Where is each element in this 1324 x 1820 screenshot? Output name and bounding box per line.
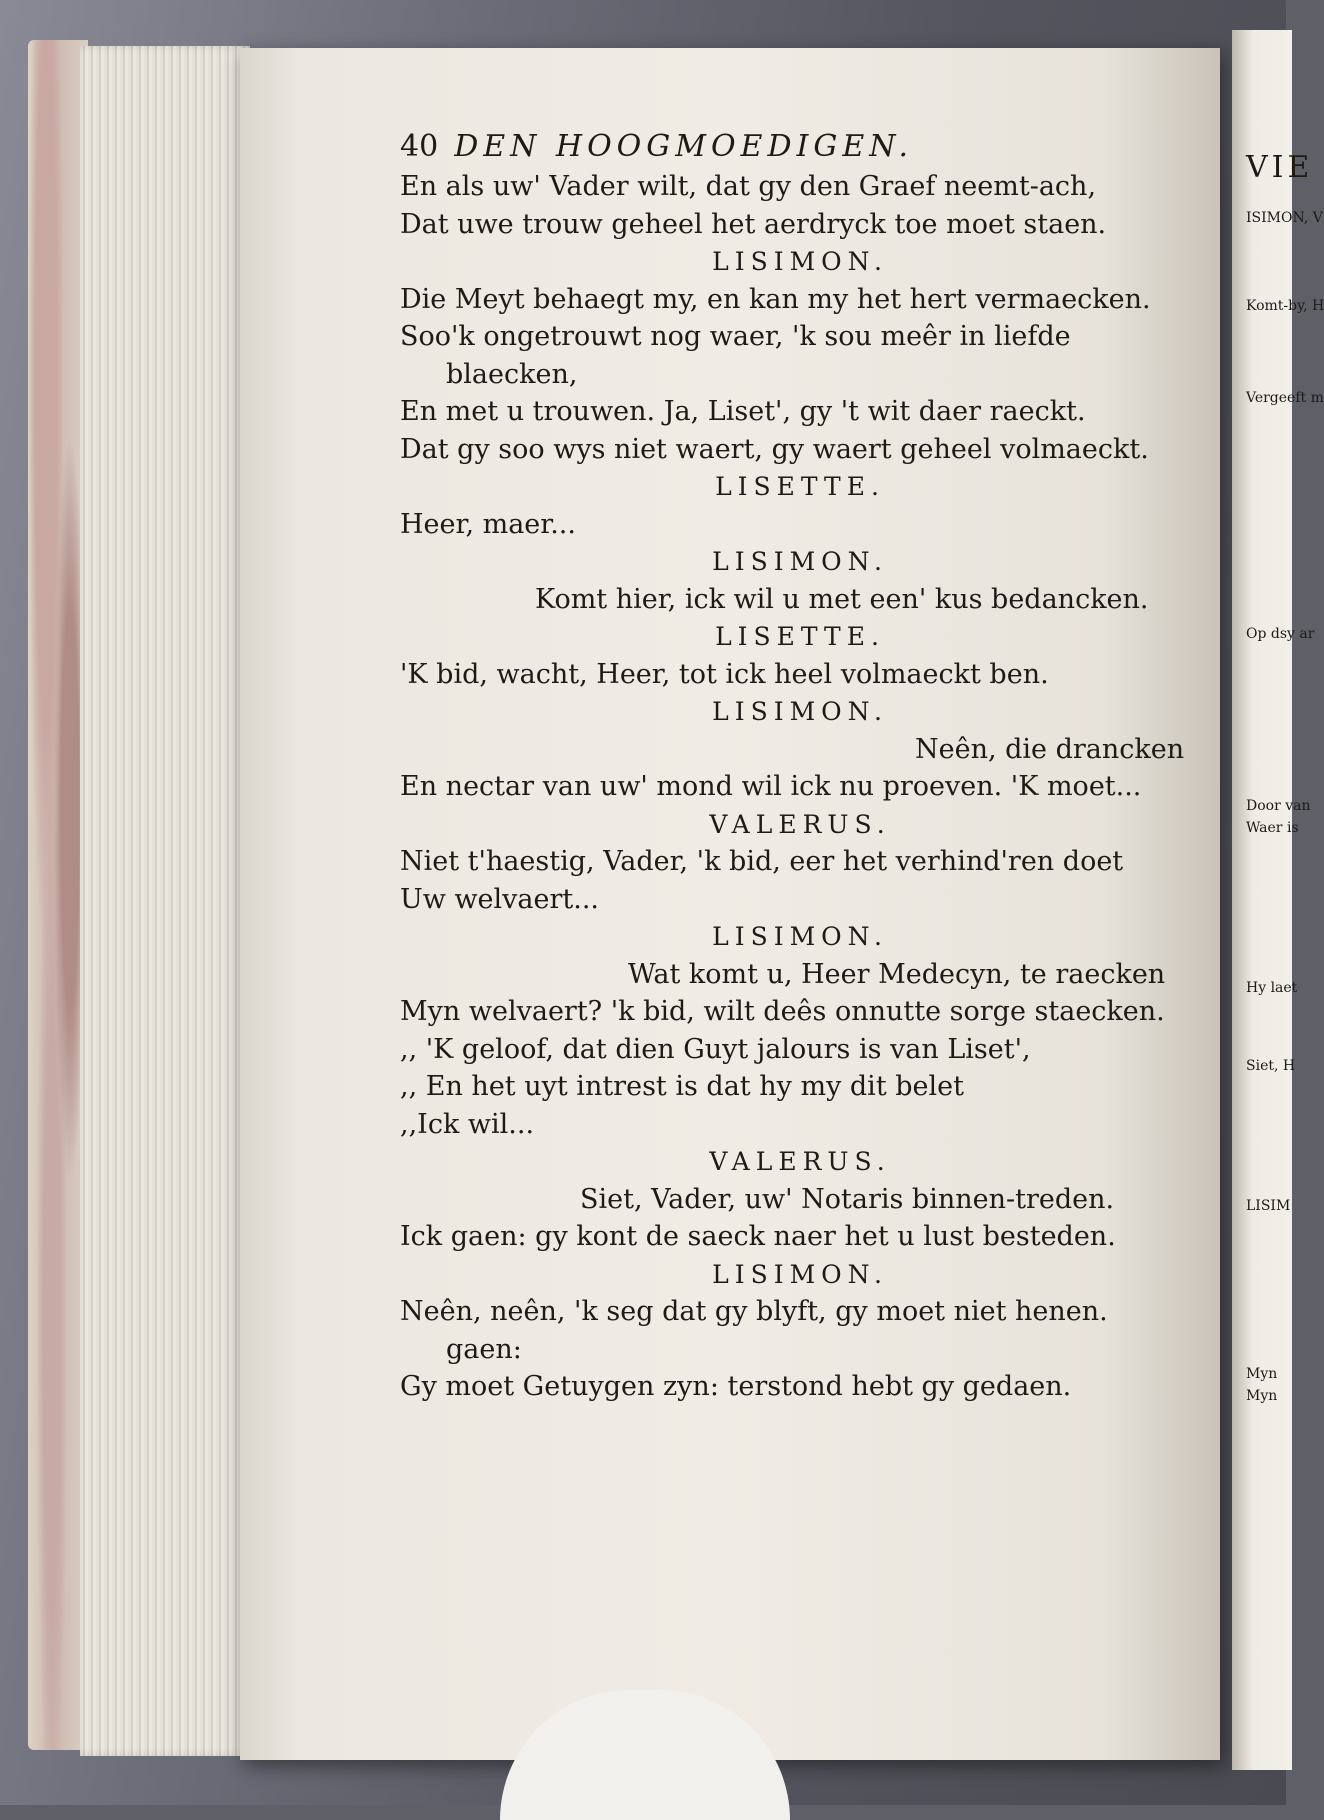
facing-fragment: Myn bbox=[1246, 1366, 1278, 1382]
verse-line: blaecken, bbox=[446, 358, 578, 390]
verse-line: Niet t'haestig, Vader, 'k bid, eer het verhind'ren doet bbox=[400, 846, 1124, 877]
aside-line: ,, 'K geloof, dat dien Guyt jalours is van Liset', bbox=[400, 1033, 1031, 1065]
facing-fragment: LISIM bbox=[1246, 1198, 1291, 1214]
verse-line: En als uw' Vader wilt, dat gy den Graef neemt-ach, bbox=[400, 171, 1097, 202]
verse-line: Uw welvaert... bbox=[400, 883, 600, 915]
verse-line: Neên, die drancken bbox=[915, 733, 1185, 765]
verse-line: Dat uwe trouw geheel het aerdryck toe moet staen. bbox=[400, 208, 1107, 240]
verse-line: Komt hier, ick wil u met een' kus bedancken. bbox=[535, 583, 1149, 615]
running-header bbox=[400, 128, 1200, 168]
facing-fragment: VIE bbox=[1246, 150, 1314, 185]
verse-line: Die Meyt behaegt my, en kan my het hert vermaecken. bbox=[400, 283, 1151, 315]
verse-line: Myn welvaert? 'k bid, wilt deês onnutte sorge staecken. bbox=[400, 996, 1165, 1027]
verse-line: Siet, Vader, uw' Notaris binnen-treden. bbox=[580, 1183, 1115, 1215]
aside-line: ,, En het uyt intrest is dat hy my dit belet bbox=[400, 1071, 964, 1102]
speaker-name: VALERUS. bbox=[709, 1147, 891, 1176]
running-title: DEN HOOGMOEDIGEN. bbox=[454, 129, 914, 164]
speaker-name: LISETTE. bbox=[715, 472, 885, 501]
aside-line: ,,Ick wil... bbox=[400, 1108, 535, 1140]
verse-line: Neên, neên, 'k seg dat gy blyft, gy moet niet henen. bbox=[400, 1296, 1108, 1327]
verse-line: Dat gy soo wys niet waert, gy waert geheel volmaeckt. bbox=[400, 433, 1149, 465]
facing-fragment: Door van bbox=[1246, 798, 1311, 814]
verse-line: Heer, maer... bbox=[400, 508, 576, 540]
speaker-name: VALERUS. bbox=[709, 809, 891, 839]
page-edges bbox=[80, 46, 250, 1756]
verse-line: 'K bid, wacht, Heer, tot ick heel volmaeckt ben. bbox=[400, 658, 1049, 690]
verse-line: Gy moet Getuygen zyn: terstond hebt gy gedaen. bbox=[400, 1371, 1072, 1402]
facing-fragment: Waer is bbox=[1246, 820, 1299, 836]
verse-line: Ick gaen: gy kont de saeck naer het u lust besteden. bbox=[400, 1221, 1116, 1252]
facing-fragment: Myn bbox=[1246, 1388, 1278, 1404]
verse-line: Soo'k ongetrouwt nog waer, 'k sou meêr in liefde bbox=[400, 321, 1071, 352]
facing-fragment: Hy laet bbox=[1246, 980, 1298, 996]
speaker-name: LISIMON. bbox=[712, 697, 888, 726]
verse-line: En nectar van uw' mond wil ick nu proeven. 'K moet... bbox=[400, 771, 1142, 802]
speaker-name: LISIMON. bbox=[712, 922, 888, 951]
speaker-name: LISETTE. bbox=[715, 622, 885, 651]
verse-line: En met u trouwen. Ja, Liset', gy 't wit daer raeckt. bbox=[400, 396, 1086, 427]
facing-page bbox=[1232, 30, 1324, 1770]
page-text bbox=[400, 128, 1200, 1406]
verse-line: gaen: bbox=[446, 1333, 522, 1365]
marbled-cover bbox=[28, 40, 88, 1750]
speaker-name: LISIMON. bbox=[712, 547, 888, 576]
facing-fragment: Vergeeft m bbox=[1246, 390, 1324, 406]
speaker-name: LISIMON. bbox=[712, 1259, 888, 1289]
facing-fragment: ISIMON, V bbox=[1246, 210, 1323, 226]
speaker-name: LISIMON. bbox=[712, 247, 888, 276]
facing-fragment: Komt-by, H bbox=[1246, 298, 1324, 314]
facing-fragment: Siet, H bbox=[1246, 1058, 1296, 1074]
page-number: 40 bbox=[400, 129, 439, 164]
verse-line: Wat komt u, Heer Medecyn, te raecken bbox=[628, 958, 1166, 990]
facing-fragment: Op dsy ar bbox=[1246, 626, 1315, 642]
